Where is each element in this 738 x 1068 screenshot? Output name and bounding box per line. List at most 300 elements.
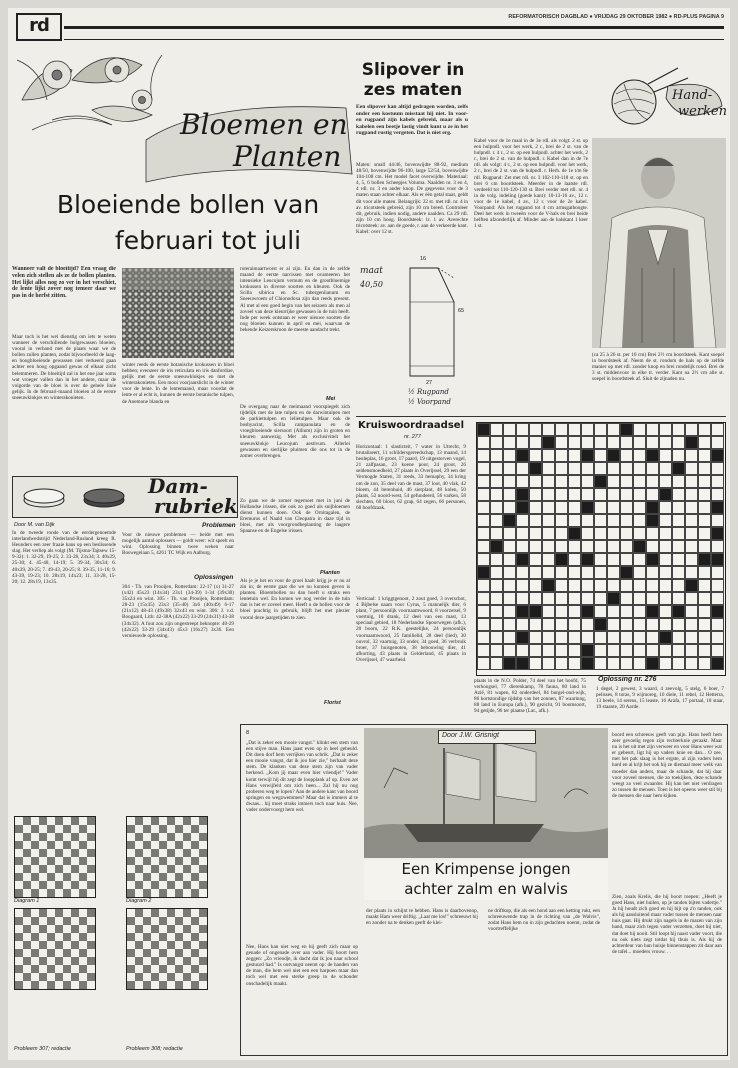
board-square bbox=[135, 881, 143, 889]
crossword-cell bbox=[529, 592, 542, 605]
story-col-5: boord een schreeuw geeft van pijn. Hans heeft hem zeer gevoelig tegen zijn rechterknie geraakt. Maar nu is het uit met zijn verweer en voor Hans weer wat er gebeurt, ligt hij op vaders knie en dan... O zee, met het pak slaag is het ergste, al zijn vaders hem hard en al krijt het ook hij ze diemaal meer welk van moeder dan anders, maar de schande, dat hij daar voor zoveel mensen, die zo toekijken, deze schande weegt zo veel zwaarder. Hij kan het niet verdragen zo tussen de mensen. Toen is het opeens weer stil bij de mensen die naar hem kijken. bbox=[612, 732, 722, 799]
board-square bbox=[47, 825, 55, 833]
crossword-cell bbox=[581, 449, 594, 462]
board-square bbox=[63, 873, 71, 881]
crossword-cell bbox=[685, 553, 698, 566]
board-square bbox=[175, 965, 183, 973]
crossword-cell bbox=[529, 462, 542, 475]
board-square bbox=[135, 957, 143, 965]
board-square bbox=[159, 925, 167, 933]
board-square bbox=[151, 917, 159, 925]
crossword-cell bbox=[555, 449, 568, 462]
crossword-cell bbox=[555, 579, 568, 592]
crossword-cell bbox=[711, 423, 724, 436]
crossword-cell bbox=[542, 605, 555, 618]
crossword-cell bbox=[698, 436, 711, 449]
board-square bbox=[159, 957, 167, 965]
board-square bbox=[31, 857, 39, 865]
board-square bbox=[71, 841, 79, 849]
crossword-cell bbox=[477, 631, 490, 644]
crossword-cell bbox=[620, 657, 633, 670]
board-square bbox=[175, 849, 183, 857]
crossword-cell bbox=[477, 566, 490, 579]
crossword-cell bbox=[529, 618, 542, 631]
board-square bbox=[47, 973, 55, 981]
board-square bbox=[87, 881, 95, 889]
board-square bbox=[79, 841, 87, 849]
crossword-cell bbox=[607, 579, 620, 592]
board-square bbox=[87, 865, 95, 873]
crossword-cell bbox=[516, 618, 529, 631]
crossword-cell bbox=[594, 436, 607, 449]
crossword-cell bbox=[685, 488, 698, 501]
crossword-cell bbox=[516, 631, 529, 644]
board-square bbox=[39, 841, 47, 849]
board-square bbox=[127, 965, 135, 973]
crossword-cell bbox=[711, 618, 724, 631]
board-square bbox=[87, 981, 95, 989]
board-square bbox=[87, 957, 95, 965]
crossword-cell bbox=[529, 631, 542, 644]
board-square bbox=[15, 825, 23, 833]
board-square bbox=[167, 825, 175, 833]
crossword-cell bbox=[672, 527, 685, 540]
board-square bbox=[31, 981, 39, 989]
story-col-4: ne driftkop, die als een hond aan een ketting rukt, een schreeuwende trap in de richting van „de Walvis", zodat Hans hem nu in zijn gedachten noemt, zodat de voortreffelijke bbox=[488, 908, 600, 933]
board-square bbox=[55, 857, 63, 865]
problem-308-caption: Probleem 308; redactie bbox=[126, 1046, 183, 1052]
crossword-cell bbox=[555, 644, 568, 657]
board-square bbox=[127, 857, 135, 865]
board-square bbox=[39, 909, 47, 917]
crossword-cell bbox=[633, 449, 646, 462]
board-square bbox=[167, 857, 175, 865]
story-title-2: achter zalm en walvis bbox=[404, 880, 568, 898]
crossword-cell bbox=[581, 540, 594, 553]
board-square bbox=[167, 973, 175, 981]
board-square bbox=[39, 965, 47, 973]
crossword-cell bbox=[490, 657, 503, 670]
crossword-cell bbox=[659, 449, 672, 462]
board-square bbox=[63, 941, 71, 949]
crossword-cell bbox=[529, 527, 542, 540]
crossword-cell bbox=[529, 488, 542, 501]
diagram-1-caption: Diagram 1 bbox=[14, 898, 40, 904]
crossword-cell bbox=[542, 449, 555, 462]
board-square bbox=[71, 957, 79, 965]
crossword-cell bbox=[711, 579, 724, 592]
board-square bbox=[63, 849, 71, 857]
crossword-cell bbox=[659, 462, 672, 475]
board-square bbox=[143, 981, 151, 989]
board-square bbox=[71, 933, 79, 941]
crossword-cell bbox=[477, 449, 490, 462]
board-square bbox=[159, 873, 167, 881]
crossword-cell bbox=[542, 462, 555, 475]
checkers-col-1: In de tweede ronde van de eerdergenoemde interlandwedstrijd Nederland-Rusland kreeg R. Heunders een zeer fraaie kans op een beslissende slag. Het verliep als volgt (M. Tijsma-Tajtsew 15-9-32): 1. 32-29, 19-25; 2. 33-28, 23x34; 3. 40x29, 25-30; 4. 45-40, 14-19; 5. 39-34, 30x34; 6. 40x39, 20-25; 7. 49-43, 20-25; 8. 39-35, 11-16; 9. 43-39, 19-23; 10. 28x19, 14x23; 11. 33-28, 15-20; 12. 28x19, 13x35. bbox=[12, 530, 116, 585]
board-square bbox=[199, 873, 207, 881]
crossword-cell bbox=[698, 553, 711, 566]
board-square bbox=[127, 949, 135, 957]
board-square bbox=[183, 973, 191, 981]
board-square bbox=[159, 817, 167, 825]
crossword-cell bbox=[698, 462, 711, 475]
board-square bbox=[151, 981, 159, 989]
crossword-cell bbox=[516, 514, 529, 527]
board-square bbox=[23, 949, 31, 957]
crossword-cell bbox=[581, 657, 594, 670]
crossword-cell bbox=[672, 553, 685, 566]
board-square bbox=[127, 941, 135, 949]
board-square bbox=[191, 849, 199, 857]
board-square bbox=[175, 817, 183, 825]
board-square bbox=[31, 841, 39, 849]
board-square bbox=[47, 981, 55, 989]
crossword-cell bbox=[646, 501, 659, 514]
board-square bbox=[191, 925, 199, 933]
crossword-cell bbox=[607, 631, 620, 644]
knitting-pattern-diagram bbox=[404, 262, 474, 382]
crossword-cell bbox=[711, 488, 724, 501]
checkers-author: Door M. van Dijk bbox=[14, 522, 55, 528]
story-col-2: Nee, Hans kan niet weg en hij geeft zich maar op genade of ongenade over aan vader. Hij hoort hem zeggen: „Zo vriendje, ik dacht dat ik jou naar school gestuurd had." Is outvangst neemt op: de handen van de man, die hem wel niet een een harpoen maar dan toch wel met een sterke greep in de schouder onschadelijk maakt. bbox=[246, 944, 358, 987]
crossword-cell bbox=[659, 540, 672, 553]
crossword-cell bbox=[672, 488, 685, 501]
crossword-cell bbox=[646, 514, 659, 527]
board-square bbox=[63, 865, 71, 873]
crossword-cell bbox=[698, 618, 711, 631]
crossword-cell bbox=[594, 553, 607, 566]
board-square bbox=[23, 849, 31, 857]
board-square bbox=[199, 857, 207, 865]
board-square bbox=[183, 817, 191, 825]
crossword-cell bbox=[672, 579, 685, 592]
draughts-board-3 bbox=[14, 908, 96, 990]
board-square bbox=[191, 833, 199, 841]
crossword-cell bbox=[620, 566, 633, 579]
board-square bbox=[183, 941, 191, 949]
board-square bbox=[87, 889, 95, 897]
crossword-cell bbox=[620, 631, 633, 644]
crossword-cell bbox=[607, 501, 620, 514]
board-square bbox=[63, 857, 71, 865]
crossword-cell bbox=[568, 462, 581, 475]
crossword-cell bbox=[516, 566, 529, 579]
board-square bbox=[143, 817, 151, 825]
board-square bbox=[87, 841, 95, 849]
board-square bbox=[71, 973, 79, 981]
board-square bbox=[87, 933, 95, 941]
board-square bbox=[15, 933, 23, 941]
board-square bbox=[31, 817, 39, 825]
board-square bbox=[159, 881, 167, 889]
board-square bbox=[71, 833, 79, 841]
board-square bbox=[167, 925, 175, 933]
crossword-cell bbox=[594, 423, 607, 436]
crossword-cell bbox=[477, 475, 490, 488]
board-square bbox=[79, 981, 87, 989]
board-square bbox=[23, 957, 31, 965]
crossword-cell bbox=[542, 514, 555, 527]
board-square bbox=[159, 865, 167, 873]
crossword-cell bbox=[711, 553, 724, 566]
crossword-cell bbox=[659, 475, 672, 488]
board-square bbox=[135, 917, 143, 925]
section-title-bloemen: Bloemen en bbox=[180, 108, 348, 141]
board-square bbox=[15, 865, 23, 873]
crossword-cell bbox=[711, 475, 724, 488]
board-square bbox=[183, 841, 191, 849]
crossword-cell bbox=[711, 592, 724, 605]
board-square bbox=[151, 889, 159, 897]
board-square bbox=[127, 825, 135, 833]
flowers-col-1: Maar toch is het wel dienstig om iets te weten wanneer de verschillende bolgewassen bloeien, vooral in verband met de plaats waar we de bollen zullen planten, zodat bijvoorbeeld de laag- en hoogbloeiende gewassen niet verkeerd gaan achter een hoog opgaand gewas of elkaar zicht belemmeren. De bloeitijd zal in het ene jaar soms wat vroeger vallen dan in het andere, maar de volgorde van de bloei is over de gehele linie gelijk. In de februari-maand bloeien al de eerste sneeuwklokjes en winterakonieten. bbox=[12, 334, 116, 401]
crossword-cell bbox=[685, 605, 698, 618]
board-square bbox=[79, 917, 87, 925]
crossword-cell bbox=[516, 488, 529, 501]
crossword-cell bbox=[594, 527, 607, 540]
board-square bbox=[127, 981, 135, 989]
board-square bbox=[47, 917, 55, 925]
headline-line-2: februari tot juli bbox=[114, 226, 302, 255]
crossword-cell bbox=[698, 449, 711, 462]
board-square bbox=[47, 841, 55, 849]
crossword-cell bbox=[581, 618, 594, 631]
board-square bbox=[191, 865, 199, 873]
board-square bbox=[71, 889, 79, 897]
board-square bbox=[39, 917, 47, 925]
board-square bbox=[47, 873, 55, 881]
crossword-cell bbox=[646, 592, 659, 605]
crossword-cell bbox=[594, 579, 607, 592]
board-square bbox=[87, 909, 95, 917]
crossword-cell bbox=[516, 449, 529, 462]
crossword-cell bbox=[490, 644, 503, 657]
board-square bbox=[135, 973, 143, 981]
board-square bbox=[127, 849, 135, 857]
crossword-cell bbox=[672, 423, 685, 436]
board-square bbox=[183, 849, 191, 857]
board-square bbox=[23, 941, 31, 949]
board-square bbox=[55, 825, 63, 833]
board-square bbox=[159, 941, 167, 949]
crossword-cell bbox=[555, 514, 568, 527]
crossword-cell bbox=[607, 514, 620, 527]
crossword-cell bbox=[581, 462, 594, 475]
crossword-cell bbox=[555, 605, 568, 618]
board-square bbox=[199, 973, 207, 981]
crossword-cell bbox=[711, 566, 724, 579]
board-square bbox=[39, 933, 47, 941]
crossword-cell bbox=[646, 579, 659, 592]
crossword-cell bbox=[698, 527, 711, 540]
crossword-cell bbox=[633, 423, 646, 436]
board-square bbox=[63, 889, 71, 897]
crossword-cell bbox=[503, 566, 516, 579]
checkers-oplossingen-title: Oplossingen bbox=[194, 574, 234, 581]
board-square bbox=[71, 941, 79, 949]
board-square bbox=[143, 857, 151, 865]
board-square bbox=[135, 841, 143, 849]
board-square bbox=[127, 889, 135, 897]
board-square bbox=[191, 981, 199, 989]
board-square bbox=[191, 949, 199, 957]
crossword-cell bbox=[711, 501, 724, 514]
crossword-cell bbox=[633, 605, 646, 618]
crossword-cell bbox=[503, 462, 516, 475]
board-square bbox=[23, 873, 31, 881]
crossword-cell bbox=[542, 592, 555, 605]
crossword-cell bbox=[490, 436, 503, 449]
crossword-cell bbox=[672, 605, 685, 618]
board-square bbox=[159, 981, 167, 989]
board-square bbox=[15, 881, 23, 889]
crossword-cell bbox=[477, 501, 490, 514]
board-square bbox=[159, 841, 167, 849]
board-square bbox=[31, 873, 39, 881]
board-square bbox=[143, 833, 151, 841]
board-square bbox=[79, 889, 87, 897]
board-square bbox=[79, 909, 87, 917]
crossword-cell bbox=[516, 553, 529, 566]
crossword-grid bbox=[476, 422, 726, 676]
board-square bbox=[135, 825, 143, 833]
board-square bbox=[191, 857, 199, 865]
crossword-horizontaal: Horizontaal: 1 slasticteit, 7 water in Utrecht, 9 brutaliseert, 11 schildersgereedschap, 13 maand, 14 heuleplas, 16 groot, 17 paard, 19 uitgestorven vogel, 21 zalfpasan, 23 koene poor, 24 groot, 26 seldensmoedheid, 27 plaats in Overijssel, 29 een der Vermogde Staten, 31 reeds, 33 hemaphy, 34 kring om de zon, 35 deel van de mast, 37 loot, 40 vlak, 42 bloem, 44 berenhuid, 46 sierplant, 48 kolen, 50 plaats, 52 noord-west, 54 gefundeerd, 56 varken, 58 slechten, 60 bloot, 62 grap, 64 zegen, 66 personen, 68 hoofdzaak. bbox=[356, 444, 466, 511]
crossword-cell bbox=[711, 540, 724, 553]
board-square bbox=[143, 873, 151, 881]
board-square bbox=[31, 909, 39, 917]
board-square bbox=[79, 873, 87, 881]
crossword-cell bbox=[672, 618, 685, 631]
board-square bbox=[191, 941, 199, 949]
crossword-cell bbox=[529, 501, 542, 514]
crossword-cell bbox=[581, 514, 594, 527]
board-square bbox=[183, 825, 191, 833]
board-square bbox=[175, 909, 183, 917]
crossword-cell bbox=[646, 475, 659, 488]
board-square bbox=[167, 909, 175, 917]
flowers-subhead-planten: Planten bbox=[320, 570, 340, 576]
board-square bbox=[143, 825, 151, 833]
board-square bbox=[55, 973, 63, 981]
crossword-cell bbox=[555, 488, 568, 501]
board-square bbox=[127, 909, 135, 917]
board-square bbox=[87, 965, 95, 973]
crossword-cell bbox=[698, 566, 711, 579]
crossword-cell bbox=[568, 579, 581, 592]
crossword-cell bbox=[516, 501, 529, 514]
board-square bbox=[135, 981, 143, 989]
crossword-cell bbox=[620, 488, 633, 501]
board-square bbox=[159, 849, 167, 857]
crossword-cell bbox=[672, 514, 685, 527]
board-square bbox=[55, 981, 63, 989]
crossword-cell bbox=[594, 592, 607, 605]
crossword-cell bbox=[568, 527, 581, 540]
board-square bbox=[175, 825, 183, 833]
diagram-2-caption: Diagram 2 bbox=[126, 898, 152, 904]
crossword-cell bbox=[568, 566, 581, 579]
board-square bbox=[71, 917, 79, 925]
board-square bbox=[151, 881, 159, 889]
board-square bbox=[79, 973, 87, 981]
board-square bbox=[15, 941, 23, 949]
crossword-cell bbox=[607, 657, 620, 670]
board-square bbox=[167, 833, 175, 841]
board-square bbox=[183, 957, 191, 965]
story-number: 8 bbox=[246, 730, 250, 736]
board-square bbox=[135, 941, 143, 949]
crossword-cell bbox=[581, 436, 594, 449]
crossword-cell bbox=[542, 540, 555, 553]
board-square bbox=[151, 909, 159, 917]
crossword-cell bbox=[477, 618, 490, 631]
crossword-cell bbox=[685, 657, 698, 670]
crossword-cell bbox=[672, 462, 685, 475]
crossword-cell bbox=[646, 423, 659, 436]
board-square bbox=[143, 889, 151, 897]
crossword-cell bbox=[659, 618, 672, 631]
board-square bbox=[23, 817, 31, 825]
board-square bbox=[47, 925, 55, 933]
crossword-cell bbox=[516, 605, 529, 618]
board-square bbox=[79, 817, 87, 825]
crossword-cell bbox=[672, 449, 685, 462]
board-square bbox=[31, 833, 39, 841]
crossword-cell bbox=[659, 553, 672, 566]
crossword-cell bbox=[581, 488, 594, 501]
board-square bbox=[23, 833, 31, 841]
crossword-cell bbox=[620, 579, 633, 592]
board-square bbox=[191, 965, 199, 973]
board-square bbox=[47, 857, 55, 865]
crossword-cell bbox=[503, 644, 516, 657]
board-square bbox=[87, 857, 95, 865]
story-col-1: „Dat is zeker een mooie vangst." klinkt een stem van een stijve man. Hans jaast even op in heel gebeuld. Dit doen dorf hem verrijken van schrik. „Dat is zeker een mooie vangst, dat ik jou hier zie," herhaalt deze stem. De klanken van deze stem zijn van vader herkend. „Kom jij maar even hier vriendje!" Vader komt terwijl hij dit zegt de loopplank af op. Even zet Hans verwijfeld om zich heen... Zal hij nu nog proberen weg te lopen? Aan de andere kant van boord springen en wegzwemmen? Maar dat is immers al te dwaas... hij moet straks immers toch naar huis. Nee, vader ondervoorgt hem wel. bbox=[246, 740, 358, 814]
story-col-6: Zien, zoals Krelis, die hij hoort roepen: „Heeft je goed Hans, niet huilen, op je tanden bijten vadertje." Ja hij houdt zich goed en hij bijt op z'n tanden, ook als hij aansluitend maar vader tussen de mensen naar huis gaat. Hij drukt zijn nagels in de mazen van zijn hand, maar zich tegen vader verzetten, doet hij niet, dat doet hij nooit. Stil loopt hij naast vader voort, die nu ook niets zegt totdat hij thuis is. Als hij de achterdeur van hun huisje binnenstappen zit daar aan de tafel... moeders vrouw. . . bbox=[612, 894, 722, 955]
crossword-cell bbox=[659, 592, 672, 605]
board-square bbox=[159, 965, 167, 973]
crossword-cell bbox=[568, 631, 581, 644]
board-square bbox=[127, 957, 135, 965]
board-square bbox=[39, 949, 47, 957]
crossword-cell bbox=[490, 631, 503, 644]
crossword-rule bbox=[356, 416, 726, 417]
crossword-cell bbox=[529, 540, 542, 553]
board-square bbox=[143, 849, 151, 857]
board-square bbox=[79, 881, 87, 889]
board-square bbox=[159, 825, 167, 833]
board-square bbox=[71, 817, 79, 825]
board-square bbox=[175, 941, 183, 949]
crossword-cell bbox=[646, 566, 659, 579]
board-square bbox=[39, 873, 47, 881]
crossword-cell bbox=[594, 449, 607, 462]
crossword-cell bbox=[594, 462, 607, 475]
board-square bbox=[39, 825, 47, 833]
crossword-cell bbox=[646, 644, 659, 657]
crossword-cell bbox=[711, 449, 724, 462]
board-square bbox=[71, 965, 79, 973]
board-square bbox=[63, 949, 71, 957]
crossword-cell bbox=[698, 540, 711, 553]
crossword-cell bbox=[568, 540, 581, 553]
board-square bbox=[39, 833, 47, 841]
board-square bbox=[199, 981, 207, 989]
crossword-cell bbox=[711, 527, 724, 540]
board-square bbox=[23, 965, 31, 973]
